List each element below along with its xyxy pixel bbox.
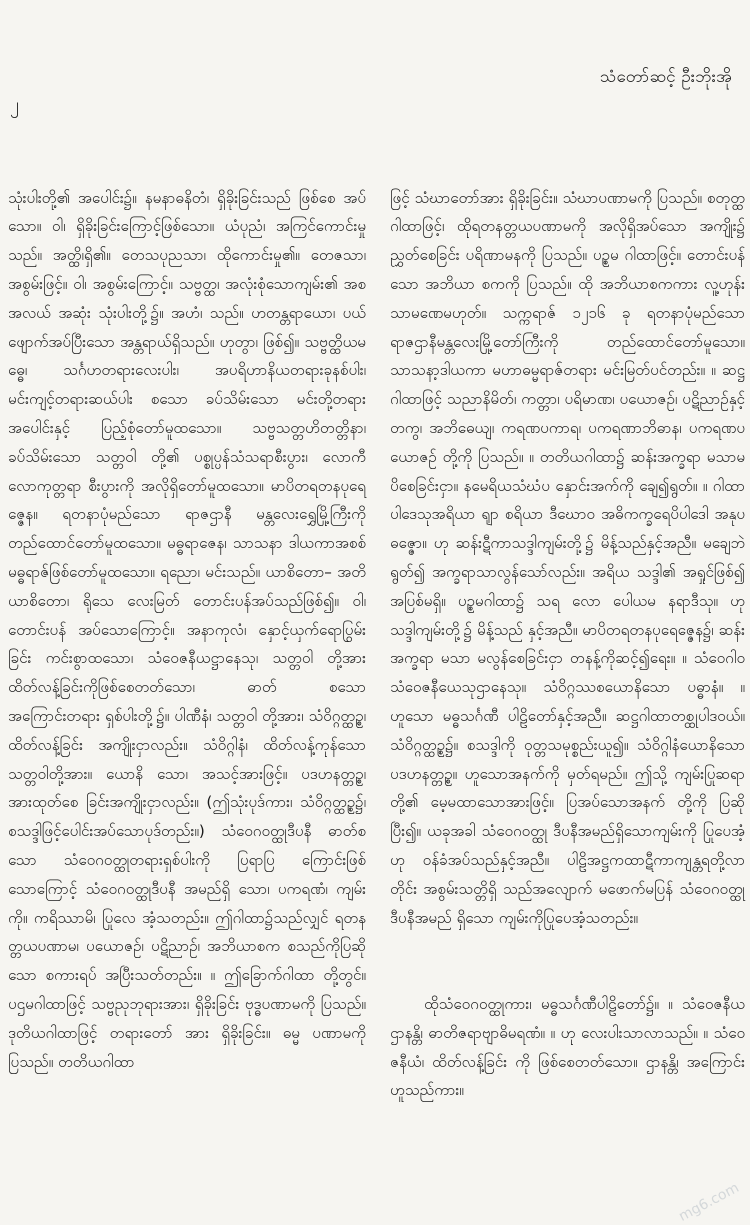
watermark: mg6.com <box>676 1179 742 1225</box>
page-number: ၂ <box>10 94 19 115</box>
running-header: သံတော်ဆင့် ဦးဘိုးအို <box>599 67 732 87</box>
right-paragraph: ထိုသံဝေဂဝတ္ထုကား၊ မဓ္ဓသင်္ဂဏီပါဠိတော်၌။ ။ သံဝေဇနီယဌာနန္တိ၊ ဓာတိဇရာဗျာဓိမရဏံ။ ။ ဟု လေးပါးသာလာသည်။ ။ သံဝေဇနီယံ၊ ထိတ်လန့်ခြင်း ကို ဖြစ်စေတတ်သော။ ဌာနန္တိ၊ အကြောင်းဟူသည်ကား။ <box>390 994 745 1100</box>
right-column <box>390 126 750 1163</box>
left-column <box>8 126 371 1134</box>
left-paragraph: သုံးပါးတို့၏ အပေါင်း၌။ နမနာဓနိတံ၊ ရှိခိုးခြင်းသည် ဖြစ်စေ အပ်သော။ ဝါ၊ ရှိခိုးခြင်းကြောင့်ဖြစ်သော။ ယံပုညံ၊ အကြင်ကောင်းမှုသည်။ အတ္ထိ၊ရှိ၏။ တေသပုညသာ၊ ထိုကောင်းမှု၏။ တေဇသာ၊ အစွမ်းဖြင့်။ ဝါ၊ အစွမ်းကြောင့်။ သဗ္ဗတ္ထ၊ အလုံးစုံသောကျမ်း၏ အစအလယ် အဆုံး သုံးပါးတို့၌။ အဟံ၊ သည်။ ဟတန္တရာယော၊ ပယ်ဖျောက်အပ်ပြီးသော အန္တရာယ်ရှိသည်။ ဟုတွာ၊ ဖြစ်၍။ သဗ္ဗတ္ထိယမဓ္ဓေ၊ သင်္ဂဟတရားလေးပါး၊ အပရိဟာနိယတရားခုနစ်ပါး၊ မင်းကျင့်တရားဆယ်ပါး စသော ခပ်သိမ်းသော မင်းတို့တရားအပေါင်းနှင့် ပြည့်စုံတော်မူထသော။ သဗ္ဗသတ္တဟိတတ္တိနာ၊ ခပ်သိမ်းသော သတ္တဝါ တို့၏ ပစ္စုပ္ပန်သံသရာစီးပွား၊ လောကီလောကုတ္တရာ စီးပွားကို အလိုရှိတော်မူထသော။ မာပိတရတနပုရေဇ္ဇေန။ ရတနာပုံမည်သော ရာဇဌာနီ မန္တလေးရွှေမြို့ကြီးကို တည်ထောင်တော်မူထသော။ မဓ္ဓရာဇေန၊ သာသနာ ဒါယကာအစစ် မဓ္ဓရာဇ်ဖြစ်တော်မူထသော။ ရညော၊ မင်းသည်။ ယာစိတော– အတိယာစိတော၊ ရိုသေ လေးမြတ် တောင်းပန်အပ်သည်ဖြစ်၍။ ဝါ၊ တောင်းပန် အပ်သောကြောင့်။ အနာကုလံ၊ နှောင့်ယှက်ရောပြွမ်း ခြင်း ကင်းစွာထသော၊ သံဝေဇနီယဋ္ဌာနေသု၊ သတ္တဝါ တို့အား ထိတ်လန့်ခြင်းကိုဖြစ်စေတတ်သော၊ ဓာတ် စသော အကြောင်းတရား ရှစ်ပါးတို့၌။ ပါဏီနံ၊ သတ္တဝါ တို့အား၊ သံဝိဂ္ဂတ္ထဉ္စ၊ ထိတ်လန့်ခြင်း အကျိုးငှာလည်း။ သံဝိဂ္ဂါနံ၊ ထိတ်လန့်ကုန်သောသတ္တဝါတို့အား။ ယောနိ သော၊ အသင့်အားဖြင့်။ ပဒဟနတ္တဉ္စ၊ အားထုတ်စေ ခြင်းအကျိုးငှာလည်း။ (ဤသုံးပုဒ်ကား၊ သံဝိဂ္ဂတ္ထဉ္စ၌၊ စသဒ္ဒါဖြင့်ပေါင်းအပ်သောပုဒ်တည်း။) သံဝေဂဝတ္ထုဒီပနီ ဓာတ်စသော သံဝေဂဝတ္ထုတရားရှစ်ပါးကို ပြရာပြ ကြောင်းဖြစ်သောကြောင့် သံဝေဂဝတ္ထုဒီပနီ အမည်ရှိ သော၊ ပကရဏံ၊ ကျမ်းကို။ ကရိဿာမိ၊ ပြုလေ အံ့သတည်း။ ဤဂါထာ၌သည်လျှင် ရတနတ္တယပဏာမ၊ ပယောဇဉ်၊ ပဋိညာဉ်၊ အဘိယာစက စသည်ကိုပြဆို သော စကားရပ် အပြီးသတ်တည်း။ ။ ဤခြောက်ဂါထာ တို့တွင်။ ပဌမဂါထာဖြင့် သဗ္ဗညုဘုရားအား၊ ရှိခိုးခြင်း ဗုဒ္ဓပဏာမကို ပြသည်။ ဒုတိယဂါထာဖြင့် တရားတော် အား ရှိခိုးခြင်း။ ဓမ္မ ပဏာမကိုပြသည်။ တတိယဂါထာ <box>8 188 371 1071</box>
right-paragraph: ဖြင့် သံဃာတော်အား ရှိခိုးခြင်း။ သံဃာပဏာမကို ပြသည်။ စတုတ္ထဂါထာဖြင့်၊ ထိုရတနတ္တယပဏာမကို အလိုရှိအပ်သော အကျိုး၌ ညွှတ်စေခြင်း ပရိဏာမနကို ပြသည်။ ပဉ္စမ ဂါထာဖြင့်။ တောင်းပန်သော အဘိယာ စကကို ပြသည်။ ထို အဘိယာစကကား လူ့ဟုန်း သာမဏေမဟုတ်။ သက္ကရာဇ် ၁၂၁၆ ခု ရတနာပုံမည်သော ရာဇဌာနီမန္တလေးမြို့တော်ကြီးကို တည်ထောင်တော်မူသော။ သာသနာ့ဒါယကာ မဟာဓမ္မရာဇ်တရား မင်းမြတ်ပင်တည်း။ ။ ဆဋ္ဌဂါထာဖြင့် သညာနိမိတ်၊ ကတ္တာ၊ ပရိမာဏ၊ ပယောဇဉ်၊ ပဋိညာဉ်နှင့်တကွ၊ အဘိဓေယျ၊ ကရဏပကာရ၊ ပကရဏာဘိဓာန၊ ပကရဏပယောဇဉ် တို့ကို ပြသည်။ ။ တတိယဂါထာ၌ ဆန်းအက္ခရာ မသာမပိစေခြင်းငှာ။ နမေရိယသံဃံပ နှောင်းအက်ကို ချေ၍ရွတ်။ ။ ဂါထာပါဒေသုအရိယာ ရျာ စရိယာ ဒီဃောဝ အဓိကက္ခရေပိပါဒေါ အနုပဓဇ္ဇော။ ဟု ဆန်းဋီကာသဒ္ဒါကျမ်းတို့၌ မိန့်သည်နှင့်အညီ။ မချေဘဲ ရွတ်၍ အက္ခရာသာလွန်သော်လည်း။ အရိယ သဒ္ဒါ၏ အရှုင်ဖြစ်၍ အပြစ်မရှိ။ ပဉ္စမဂါထာ၌ သရ လော ပေါယမ နရာဒီသု။ ဟု သဒ္ဒါကျမ်းတို့၌ မိန့်သည် နှင့်အညီ။ မာပိတရတနပုရေဇ္ဇေန၌၊ ဆန်းအက္ခရာ မသာ မလွန်စေခြင်းငှာ တနန့်ကိုဆင့်၍ရေး။ ။ သံဝေဂါဝ သံဝေဇနီယေသုဌာနေသု။ သံဝိဂ္ဂဿစယောနိသော ပဓ္ဓာနံ။ ။ ဟူသော မဓ္ဓသင်္ဂဏီ ပါဠိတော်နှင့်အညီ။ ဆဋ္ဌဂါထာတစ္ထုပါဒဝယ်။ သံဝိဂ္ဂတ္ထဉ္စ၌။ စသဒ္ဒါကို ဝုတ္တသမုစ္စည်းယူ၍။ သံဝိဂ္ဂါနံယောနိသော ပဒဟနတ္တဉ္စ။ ဟူသောအနက်ကို မှတ်ရမည်။ ဤသို့ ကျမ်းပြုဆရာ တို့၏ မေ့မထာသောအားဖြင့်။ ပြအပ်သောအနက် တို့ကို ပြဆိုပြီး၍။ ယခုအခါ သံဝေဂဝတ္ထု ဒီပနီအမည်ရှိသောကျမ်းကို ပြုပေအံ့ဟု ဝန်ခံအပ်သည်နှင့်အညီ။ ပါဠိအဋ္ဌကထာဋီကာကျန္တရတို့လာတိုင်း အစွမ်းသတ္တိရှိ သည်အလျောက် မဖောက်မပြန် သံဝေဂဝတ္ထုဒီပနီအမည် ရှိသော ကျမ်းကိုပြုပေအံ့သတည်း။ <box>390 188 750 927</box>
